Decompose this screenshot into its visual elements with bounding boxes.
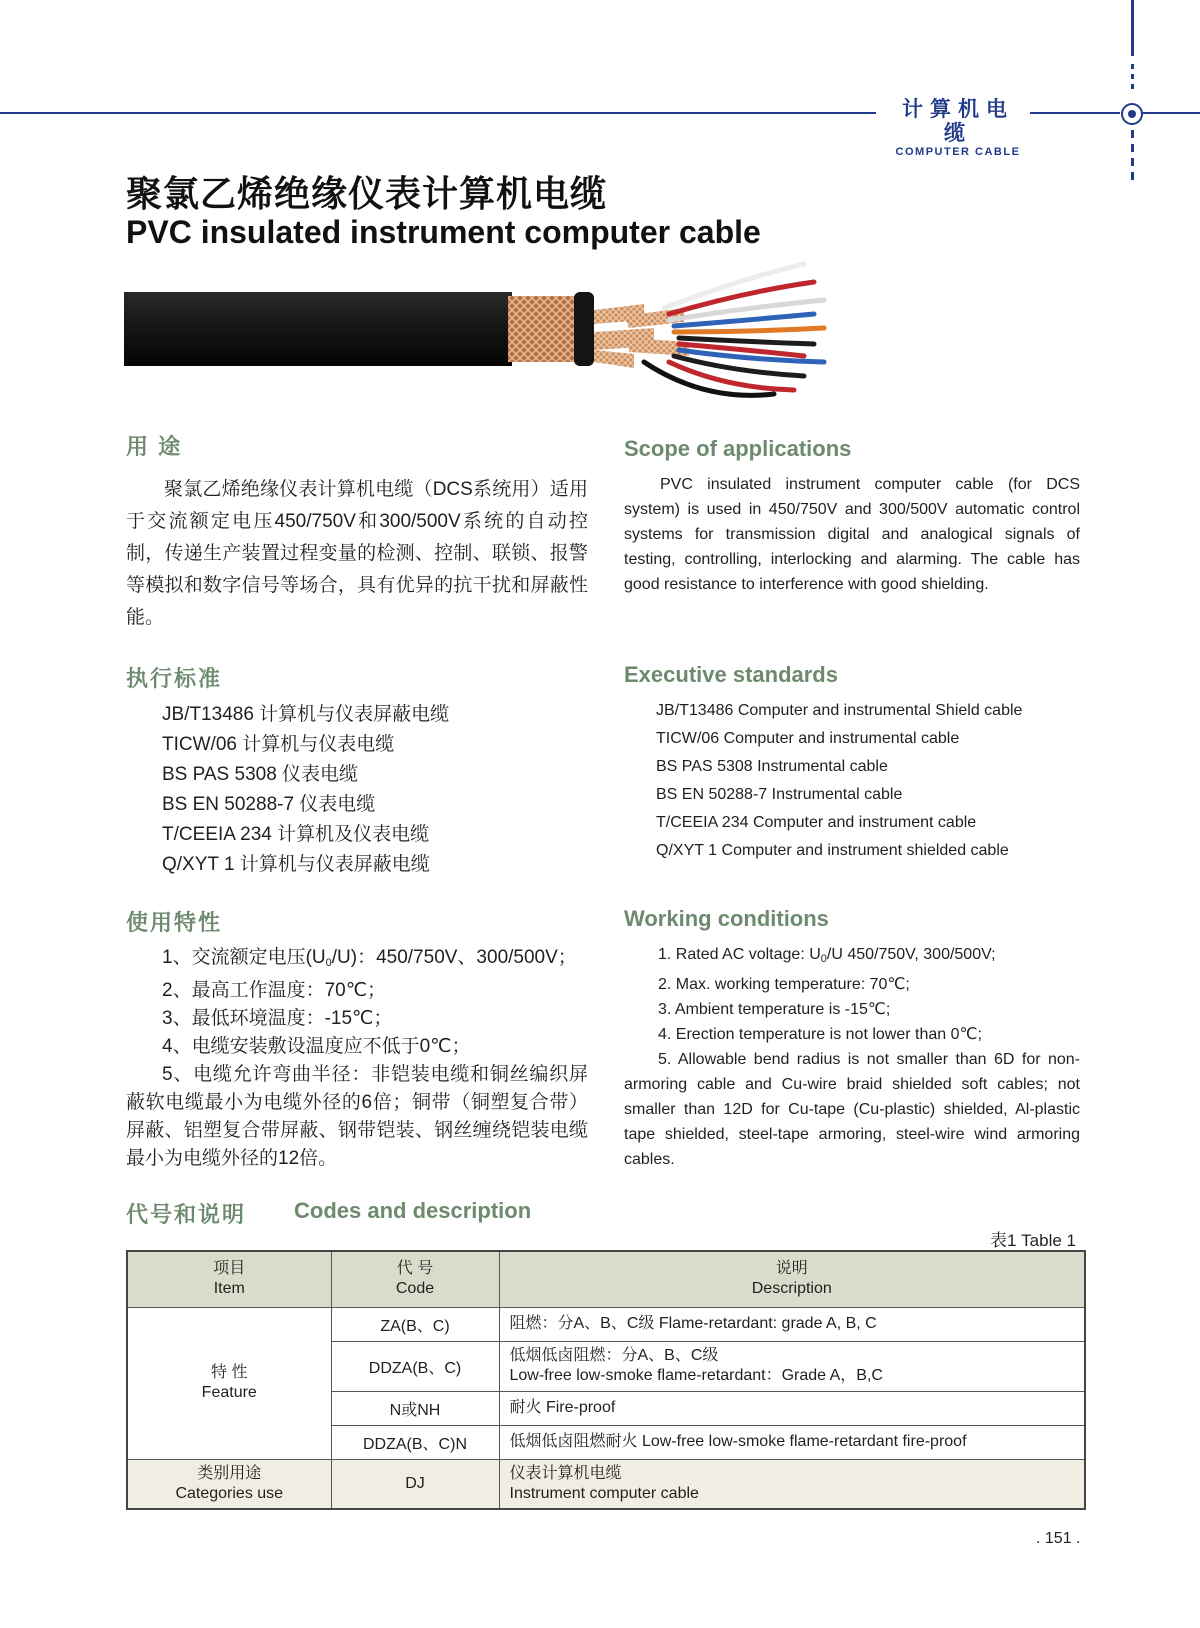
scope-heading-en: Scope of applications xyxy=(624,436,852,461)
header-description-en: Description xyxy=(751,1280,832,1298)
header-vertical-rule xyxy=(1131,0,1134,56)
description-cn: 仪表计算机电缆 xyxy=(509,1464,622,1482)
list-item: BS PAS 5308 仪表电缆 xyxy=(162,764,359,785)
scope-heading-cn: 用 途 xyxy=(126,434,183,459)
list-item: 2. Max. working temperature: 70℃; xyxy=(658,976,910,993)
code-cell: N或NH xyxy=(331,1391,499,1425)
codes-table xyxy=(126,1250,1086,1510)
feature-cn: 特 性 xyxy=(211,1364,248,1381)
list-item: JB/T13486 Computer and instrumental Shield cable xyxy=(656,702,1023,719)
list-item: 5、电缆允许弯曲半径：非铠装电缆和铜丝编织屏蔽软电缆最小为电缆外径的6倍；铜带（铜塑复合带）屏蔽、铝塑复合带屏蔽、钢带铠装、钢丝缠绕铠装电缆最小为电缆外径的12倍。 xyxy=(126,1064,588,1169)
header-rule xyxy=(0,112,876,114)
list-item xyxy=(624,942,1080,972)
list-item: 3. Ambient temperature is -15℃; xyxy=(658,1001,891,1018)
list-item: Q/XYT 1 Computer and instrument shielded cable xyxy=(656,842,1009,859)
list-item: TICW/06 Computer and instrumental cable xyxy=(656,730,960,747)
header-rule-right xyxy=(1030,112,1120,114)
header-rule-edge xyxy=(1142,112,1200,114)
description-cell: 耐火 Fire-proof xyxy=(499,1391,1085,1425)
header-item xyxy=(127,1251,331,1307)
description-cell xyxy=(499,1341,1085,1391)
list-item: BS EN 50288-7 仪表电缆 xyxy=(162,794,376,815)
code-cell: DJ xyxy=(331,1459,499,1509)
conditions-list-cn xyxy=(126,944,588,1173)
list-item: BS EN 50288-7 Instrumental cable xyxy=(656,786,903,803)
header-vertical-dashes xyxy=(1131,130,1134,180)
list-item: Q/XYT 1 计算机与仪表屏蔽电缆 xyxy=(162,854,430,875)
standards-list-en xyxy=(656,697,1022,865)
subscript: 0 xyxy=(325,957,332,969)
section-badge xyxy=(890,98,1026,158)
header-item-cn: 项目 xyxy=(213,1260,246,1278)
list-item: BS PAS 5308 Instrumental cable xyxy=(656,758,888,775)
header-description-cn: 说明 xyxy=(775,1260,808,1278)
description-cell: 低烟低卤阻燃耐火 Low-free low-smoke flame-retardant fire-proof xyxy=(499,1425,1085,1459)
condition-text: 1. Rated AC voltage: U xyxy=(658,946,821,963)
feature-en: Feature xyxy=(201,1384,257,1401)
header-description xyxy=(499,1251,1085,1307)
scope-text-cn: 聚氯乙烯绝缘仪表计算机电缆（DCS系统用）适用于交流额定电压450/750V和300/500V系统的自动控制，传递生产装置过程变量的检测、控制、联锁、报警等模拟和数字信号等场合，具有优异的抗干扰和屏蔽性能。 xyxy=(126,479,588,628)
code-cell: DDZA(B、C) xyxy=(331,1341,499,1391)
table-row xyxy=(127,1307,1085,1341)
target-icon xyxy=(1121,103,1143,125)
scope-text-en: PVC insulated instrument computer cable (for DCS system) is used in 450/750V and 300/500V automatic control systems for transmission digital and analogical signals of testing, controlling, interlocking and alarming. The cable has good resistance to interference with good shielding. xyxy=(624,476,1080,593)
code-cell: DDZA(B、C)N xyxy=(331,1425,499,1459)
list-item: TICW/06 计算机与仪表电缆 xyxy=(162,734,395,755)
header-vertical-dots xyxy=(1131,64,1134,94)
condition-text: /U)：450/750V、300/500V； xyxy=(331,947,577,968)
section-badge-cn: 计算机电缆 xyxy=(902,98,1014,145)
cable-illustration xyxy=(124,258,864,418)
code-cell: ZA(B、C) xyxy=(331,1307,499,1341)
category-cn: 类别用途 xyxy=(197,1464,262,1482)
list-item: 2、最高工作温度：70℃； xyxy=(162,980,387,1001)
table-label: 表1 Table 1 xyxy=(990,1231,1076,1250)
page-title-cn: 聚氯乙烯绝缘仪表计算机电缆 xyxy=(126,173,608,214)
description-en: Instrument computer cable xyxy=(509,1484,699,1502)
list-item: 3、最低环境温度：-15℃； xyxy=(162,1008,393,1029)
standards-heading-cn: 执行标准 xyxy=(126,666,223,691)
condition-text: 1、交流额定电压(U xyxy=(162,947,326,968)
list-item xyxy=(126,944,588,977)
list-item: T/CEEIA 234 Computer and instrument cable xyxy=(656,814,977,831)
header-code-en: Code xyxy=(395,1280,435,1298)
page-title-en: PVC insulated instrument computer cable xyxy=(126,214,761,250)
header-code xyxy=(331,1251,499,1307)
subscript: 0 xyxy=(820,953,827,965)
list-item: 4、电缆安装敷设温度应不低于0℃； xyxy=(162,1036,471,1057)
header-item-en: Item xyxy=(213,1280,245,1298)
conditions-heading-en: Working conditions xyxy=(624,906,829,931)
list-item: JB/T13486 计算机与仪表屏蔽电缆 xyxy=(162,704,450,725)
standards-list-cn xyxy=(162,700,449,880)
codes-heading-en: Codes and description xyxy=(294,1198,532,1223)
table-header-row xyxy=(127,1251,1085,1307)
description-cn: 低烟低卤阻燃：分A、B、C级 xyxy=(509,1347,719,1364)
description-cell: 阻燃：分A、B、C级 Flame-retardant: grade A, B, C xyxy=(499,1307,1085,1341)
feature-cell xyxy=(127,1307,331,1459)
category-cell xyxy=(127,1459,331,1509)
section-badge-en: COMPUTER CABLE xyxy=(895,146,1021,158)
page-number: . 151 . xyxy=(1036,1530,1081,1547)
description-en: Low-free low-smoke flame-retardant：Grade A，B,C xyxy=(509,1367,883,1384)
category-en: Categories use xyxy=(175,1484,284,1502)
description-cell xyxy=(499,1459,1085,1509)
table-row xyxy=(127,1459,1085,1509)
conditions-heading-cn: 使用特性 xyxy=(126,910,223,935)
standards-heading-en: Executive standards xyxy=(624,662,838,687)
list-item: 5. Allowable bend radius is not smaller than 6D for non-armoring cable and Cu-wire braid shielded soft cables; not smaller than 12D for Cu-tape (Cu-plastic) shielded, Al-plastic tape shielded, steel-tape armoring, steel-wire wind armoring cables. xyxy=(624,1051,1080,1168)
conditions-list-en xyxy=(624,942,1080,1172)
codes-heading-cn: 代号和说明 xyxy=(126,1202,247,1227)
condition-text: /U 450/750V, 300/500V; xyxy=(826,946,996,963)
header-code-cn: 代 号 xyxy=(396,1260,434,1278)
list-item: T/CEEIA 234 计算机及仪表电缆 xyxy=(162,824,430,845)
list-item: 4. Erection temperature is not lower than 0℃; xyxy=(658,1026,982,1043)
